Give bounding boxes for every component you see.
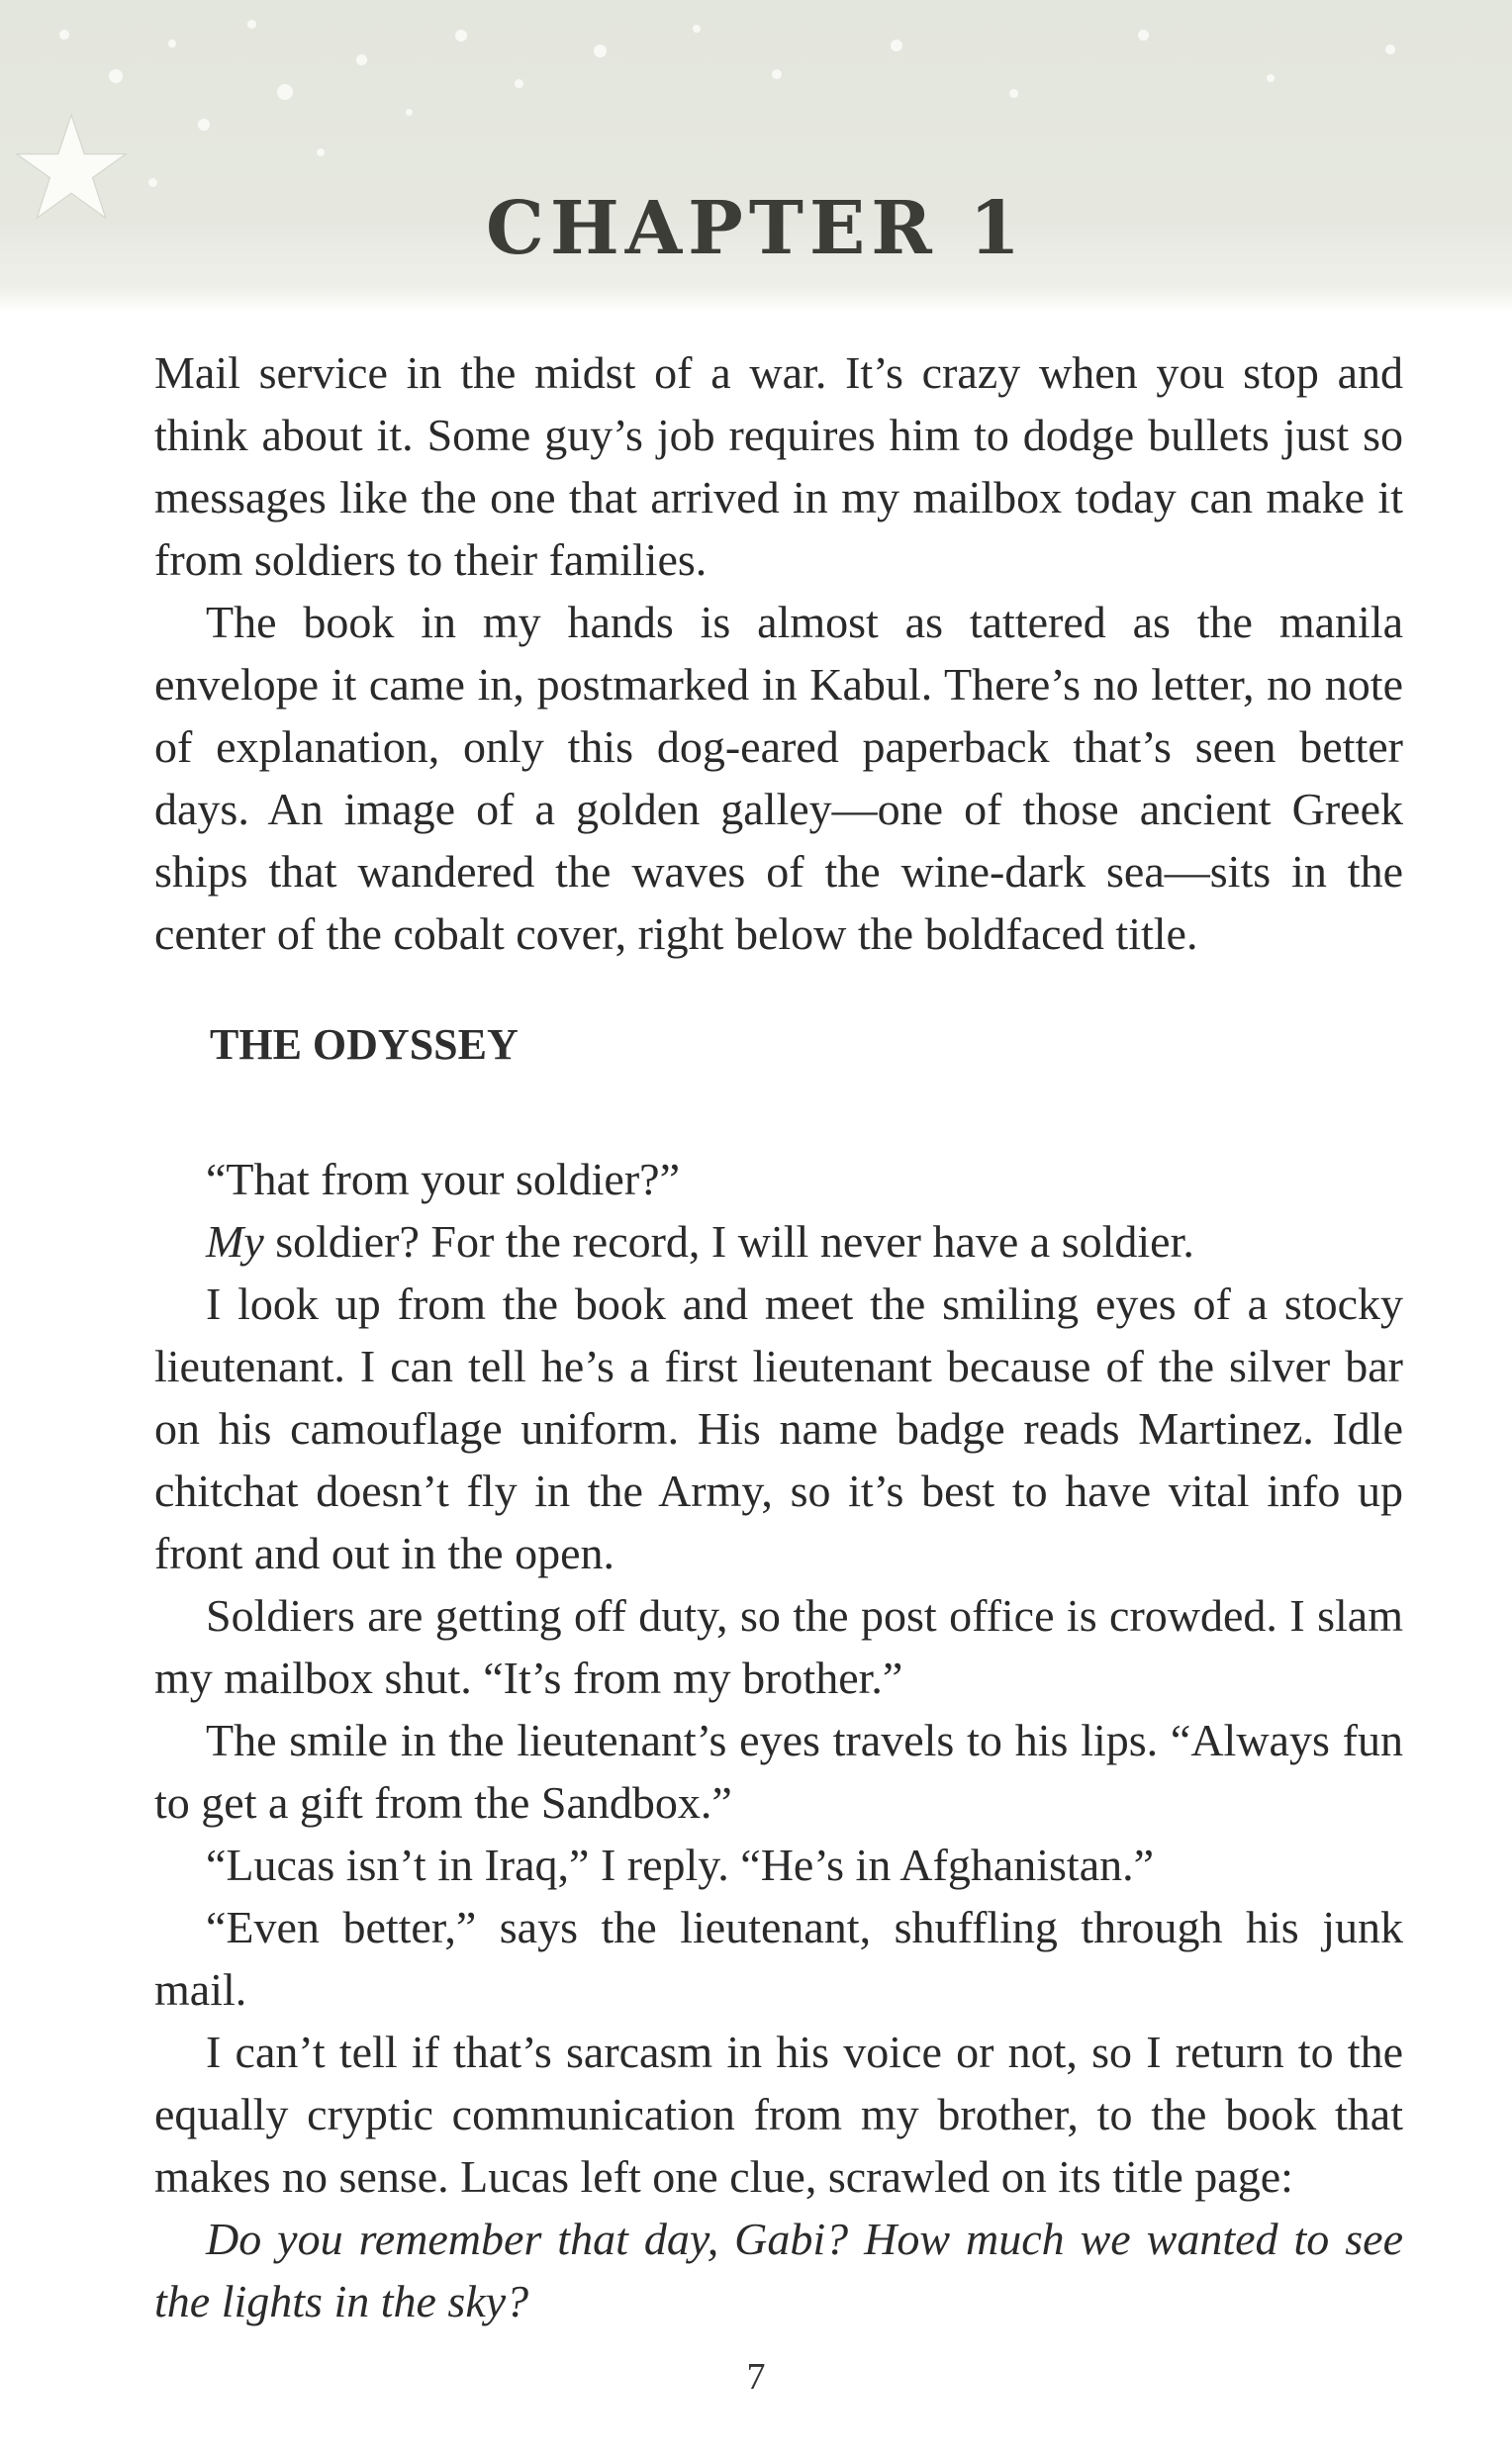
paragraph: I look up from the book and meet the smiling eyes of a stocky lieutenant. I can tell he’s a first lieutenant because of the silver bar on his camouflage uniform. His name badge reads Martinez. Idle chitchat doesn’t fly in the Army, so it’s best to have vital info up front and out in the open. — [154, 1278, 1403, 1578]
paragraph-text: soldier? For the record, I will never have a soldier. — [263, 1216, 1194, 1267]
emphasis: My — [206, 1216, 264, 1267]
chapter-title: CHAPTER 1 — [485, 186, 1027, 271]
paragraph: Mail service in the midst of a war. It’s crazy when you stop and think about it. Some guy’s job requires him to dodge bullets just so messages like the one that arrived in my mailbox today can make it from soldiers to their families. — [154, 347, 1403, 585]
italic-quote: Do you remember that day, Gabi? How much we wanted to see the lights in the sky? — [154, 2214, 1403, 2326]
opening-paragraphs — [154, 341, 1403, 965]
paragraph: Soldiers are getting off duty, so the post office is crowded. I slam my mailbox shut. “It’s from my brother.” — [154, 1590, 1403, 1703]
paragraph: “Lucas isn’t in Iraq,” I reply. “He’s in Afghanistan.” — [206, 1840, 1155, 1890]
paragraph — [154, 2208, 1403, 2332]
paragraph: I can’t tell if that’s sarcasm in his voice or not, so I return to the equally cryptic communication from my brother, to the book that makes no sense. Lucas left one clue, scrawled on its title page: — [154, 2027, 1403, 2202]
paragraph: “That from your soldier?” — [206, 1154, 680, 1204]
paragraph: The book in my hands is almost as tattered as the manila envelope it came in, postmarked in Kabul. There’s no letter, no note of explanation, only this dog-eared paperback that’s seen better days. An image of a golden galley—one of those ancient Greek ships that wandered the waves of the wine-dark sea—sits in the center of the cobalt cover, right below the boldfaced title. — [154, 597, 1403, 959]
chapter-header-band — [0, 0, 1512, 312]
book-title: THE ODYSSEY — [210, 1020, 519, 1069]
paragraph — [154, 1210, 1403, 1273]
dialogue-paragraphs — [154, 1148, 1403, 2332]
paragraph: “Even better,” says the lieutenant, shuffling through his junk mail. — [154, 1902, 1403, 2015]
page-number: 7 — [746, 2356, 766, 2398]
paragraph: The smile in the lieutenant’s eyes travels to his lips. “Always fun to get a gift from the Sandbox.” — [154, 1715, 1403, 1828]
